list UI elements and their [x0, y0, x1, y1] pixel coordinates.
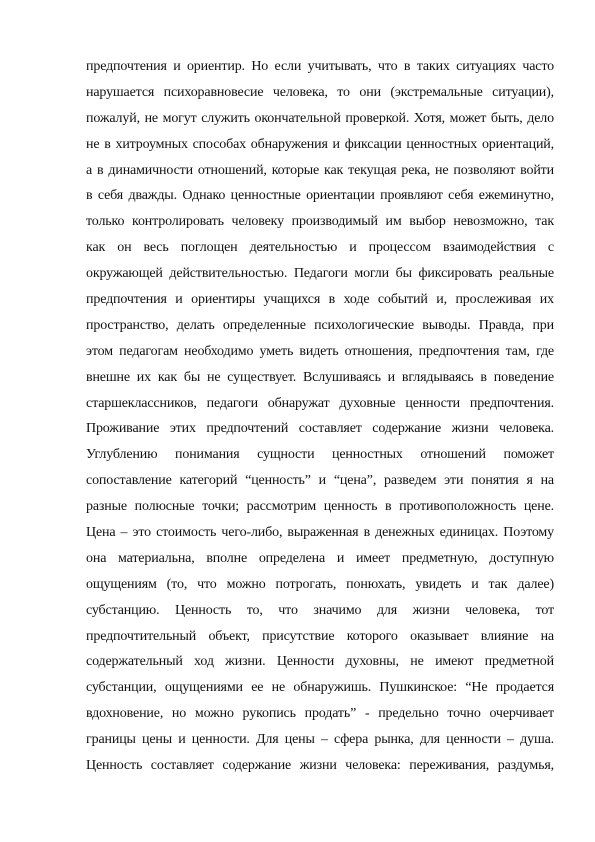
text-line: ощущениям (то, что можно потрогать, понюхать, увидеть и так далее) [86, 576, 554, 592]
text-line: она материальна, вполне определена и имеет предметную, доступную [86, 550, 554, 566]
text-line: Проживание этих предпочтений составляет содержание жизни человека. [86, 421, 554, 437]
text-line: Цена – это стоимость чего-либо, выраженная в денежных единицах. Поэтому [86, 525, 554, 541]
text-line: в себя дважды. Однако ценностные ориентации проявляют себя ежеминутно, [86, 188, 554, 204]
text-line: предпочтения и ориентиры учащихся в ходе событий и, прослеживая их [86, 292, 554, 308]
text-line: пожалуй, не могут служить окончательной проверкой. Хотя, может быть, дело [86, 110, 554, 126]
text-line: разные полюсные точки; рассмотрим ценность в противоположность цене. [86, 499, 554, 515]
text-line: сопоставление категорий “ценность” и “цена”, разведем эти понятия я на [86, 473, 554, 489]
text-line: предпочтения и ориентир. Но если учитывать, что в таких ситуациях часто [86, 59, 554, 74]
text-line: Углублению понимания сущности ценностных отношений поможет [86, 447, 554, 463]
text-line: пространство, делать определенные психологические выводы. Правда, при [86, 317, 554, 333]
text-line: внешне их как бы не существует. Вслушиваясь и вглядываясь в поведение [86, 369, 554, 385]
text-line: границы цены и ценности. Для цены – сфера рынка, для ценности – душа. [86, 732, 554, 748]
text-line: а в динамичности отношений, которые как текущая река, не позволяют войти [86, 162, 554, 178]
text-line: нарушается психоравновесие человека, то они (экстремальные ситуации), [86, 84, 554, 100]
body-text [86, 54, 554, 779]
text-line: окружающей действительностью. Педагоги могли бы фиксировать реальные [86, 266, 554, 282]
text-line: этом педагогам необходимо уметь видеть отношения, предпочтения там, где [86, 343, 554, 359]
text-line: содержательный ход жизни. Ценности духовны, не имеют предметной [86, 654, 554, 670]
text-line: не в хитроумных способах обнаружения и фиксации ценностных ориентаций, [86, 136, 554, 152]
text-line: субстанции, ощущениями ее не обнаружишь. Пушкинское: “Не продается [86, 680, 554, 696]
text-line: вдохновение, но можно рукопись продать” - предельно точно очерчивает [86, 706, 554, 722]
text-line: старшеклассников, педагоги обнаружат духовные ценности предпочтения. [86, 395, 554, 411]
text-line: предпочтительный объект, присутствие которого оказывает влияние на [86, 628, 554, 644]
text-line: Ценность составляет содержание жизни человека: переживания, раздумья, [86, 758, 554, 774]
text-line: как он весь поглощен деятельностью и процессом взаимодействия с [86, 240, 554, 256]
text-line: субстанцию. Ценность то, что значимо для жизни человека, тот [86, 602, 554, 618]
text-line: только контролировать человеку производимый им выбор невозможно, так [86, 214, 554, 230]
